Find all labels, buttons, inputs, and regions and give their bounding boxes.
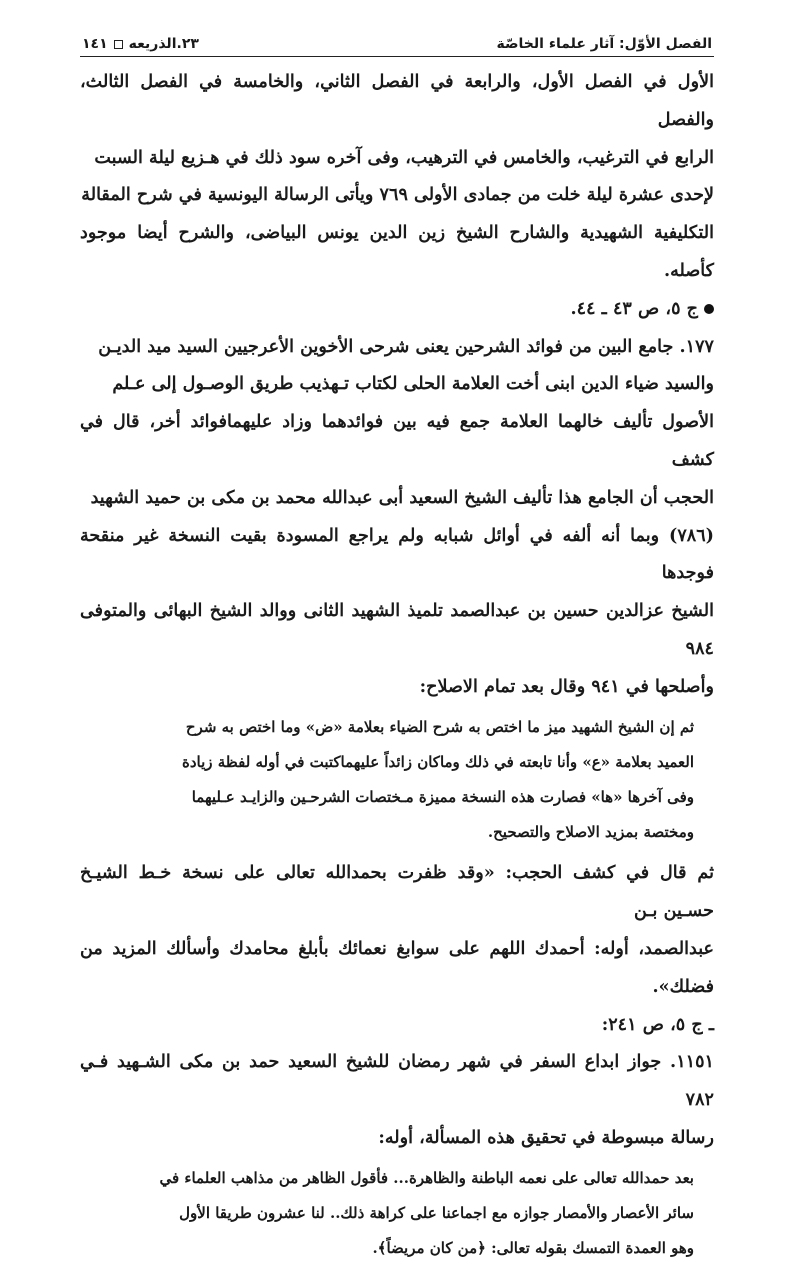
quote-line: سائر الأعصار والأمصار جوازه مع اجماعنا على كراهة ذلك.. لنا عشرون طريقا الأول <box>179 1203 694 1222</box>
entry-line: (٧٨٦) وبما أنه ألفه في أوائل شبابه ولم يراجع المسودة بقيت النسخة غير منقحة فوجدها <box>80 524 714 584</box>
text-line: الرابع في الترغيب، والخامس في الترهيب، وفى آخره سود ذلك في هـزيع ليلة السبت <box>94 146 714 168</box>
page-content <box>80 57 714 1266</box>
volume-page-label <box>82 36 199 52</box>
text-line: لإحدى عشرة ليلة خلت من جمادى الأولى ٧٦٩ ويأتى الرسالة اليونسية في شرح المقالة <box>81 184 714 206</box>
bullet-icon <box>704 304 714 314</box>
reference-text: ج ٥، ص ٤٣ ـ ٤٤. <box>570 297 698 319</box>
entry-line: الشيخ عزالدين حسين بن عبدالصمد تلميذ الشهيد الثانى ووالد الشيخ البهائى والمتوفى ٩٨٤ <box>80 600 714 659</box>
quote-line: العميد بعلامة «ع» وأنا تابعته في ذلك وماكان زائداً عليهماكتبت في أوله لفظة زيادة <box>182 752 694 771</box>
quote-line: بعد حمدالله تعالى على نعمه الباطنة والظاهرة... فأقول الظاهر من مذاهب العلماء في <box>159 1168 694 1187</box>
quote-line: ثم إن الشيخ الشهيد ميز ما اختص به شرح الضياء بعلامة «ض» وما اختص به شرح <box>185 717 694 736</box>
text-line: التكليفية الشهيدية والشارح الشيخ زين الدين يونس البياضى، والشرح أيضا موجود كأصله. <box>80 222 714 281</box>
text-line: الأول في الفصل الأول، والرابعة في الفصل الثاني، والخامسة في الفصل الثالث، والفصل <box>80 71 714 130</box>
entry-line: والسيد ضياء الدين ابنى أخت العلامة الحلى لكتاب تـهذيب طريق الوصـول إلى عـلم <box>112 373 714 395</box>
entry-line: الأصول تأليف خالهما العلامة جمع فيه بين فوائدهما وزاد عليهمافوائد أخر، قال في كشف <box>80 411 714 470</box>
reference-line <box>80 290 714 328</box>
entry-line: ١٧٧. جامع البين من فوائد الشرحين يعنى شرحى الأخوين الأعرجيين السيد ميد الديـن <box>98 335 714 357</box>
quote-line: وهو العمدة التمسك بقوله تعالى: ﴿من كان مريضاً﴾. <box>372 1239 694 1258</box>
entry-line: رسالة مبسوطة في تحقيق هذه المسألة، أوله: <box>378 1126 714 1148</box>
book-page <box>80 28 714 1266</box>
chapter-title: الفصل الأوّل: آثار علماء الخاصّة <box>496 36 712 52</box>
page-header <box>80 28 714 57</box>
quote-line: ومختصة بمزيد الاصلاح والتصحيح. <box>487 823 694 842</box>
quote-line: وفى آخرها «ها» فصارت هذه النسخة مميزة مـختصات الشرحـين والزايـد عـليهما <box>191 787 694 806</box>
text-line: عبدالصمد، أوله: أحمدك اللهم على سوابغ نعمائك بأبلغ محامدك وأسألك المزيد من فضلك». <box>80 937 714 997</box>
reference-line: ـ ج ٥، ص ٢٤١: <box>601 1013 714 1035</box>
entry-line: ١١٥١. جواز ابداع السفر في شهر رمضان للشيخ السعيد حمد بن مكى الشـهيد فـي ٧٨٢ <box>80 1051 714 1111</box>
entry-line: الحجب أن الجامع هذا تأليف الشيخ السعيد أبى عبدالله محمد بن مكى بن حميد الشهيد <box>90 486 714 508</box>
entry-line: وأصلحها في ٩٤١ وقال بعد تمام الاصلاح: <box>419 675 714 697</box>
square-separator-icon <box>114 40 123 49</box>
page-number: ١٤١ <box>82 36 108 52</box>
volume-label: ٢٣.الذريعه <box>128 36 199 52</box>
text-line: ثم قال في كشف الحجب: «وقد ظفرت بحمدالله تعالى على نسخة خـط الشيـخ حسـين بـن <box>80 862 714 922</box>
